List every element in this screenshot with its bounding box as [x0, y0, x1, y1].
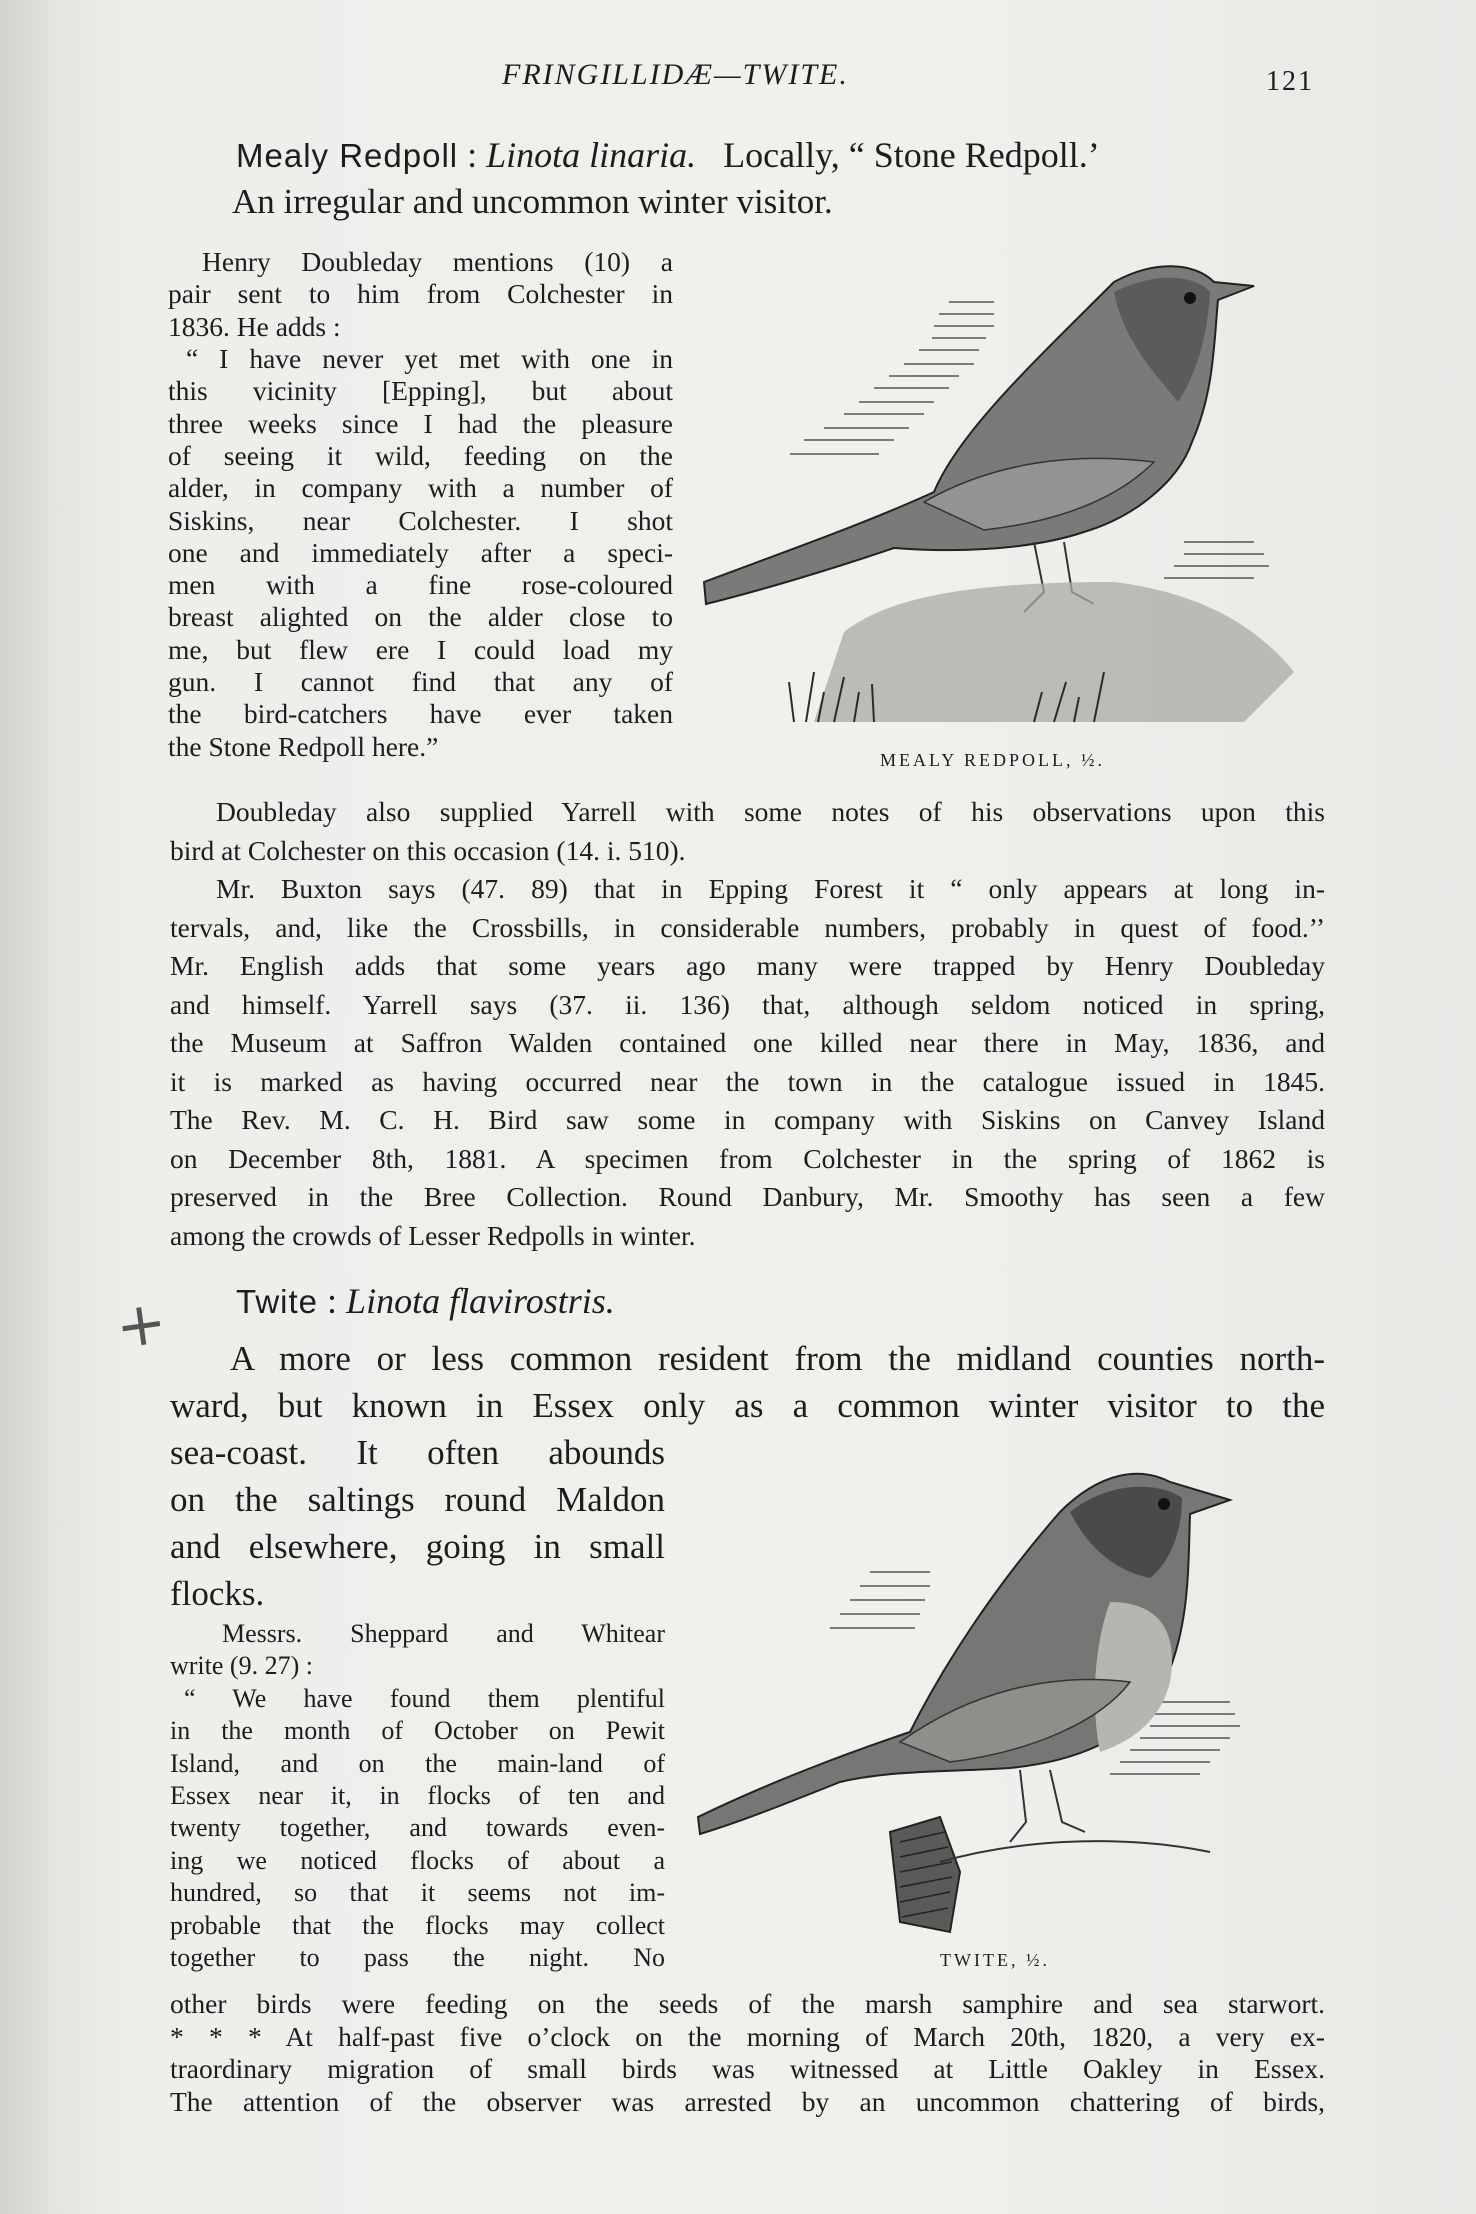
- text-line: write (9. 27) :: [170, 1651, 313, 1681]
- text-line: flocks.: [170, 1574, 265, 1613]
- text-line: breast alighted on the alder close to: [168, 601, 673, 633]
- redpoll-heading: [236, 132, 1100, 179]
- text-line: me, but flew ere I could load my: [168, 633, 673, 665]
- running-header: FRINGILLIDÆ—TWITE.: [502, 58, 849, 91]
- twite-latin-name: Linota flavirostris.: [346, 1281, 615, 1321]
- twite-full-text: [170, 1988, 1325, 2118]
- text-line: twenty together, and towards even-: [170, 1813, 665, 1843]
- text-line: of seeing it wild, feeding on the: [168, 439, 673, 471]
- twite-column-text: [170, 1618, 665, 1974]
- text-line: the Stone Redpoll here.”: [168, 730, 439, 762]
- redpoll-caption: MEALY REDPOLL, ½.: [880, 750, 1106, 770]
- redpoll-common-name: Mealy Redpoll: [236, 137, 459, 174]
- redpoll-local-name: Locally, “ Stone Redpoll.’: [723, 135, 1100, 175]
- text-line: the Museum at Saffron Walden contained one killed near there in May, 1836, and: [170, 1027, 1325, 1058]
- text-line: sea-coast. It often abounds: [170, 1433, 665, 1472]
- page-number: 121: [1266, 66, 1314, 97]
- text-line: Mr. Buxton says (47. 89) that in Epping Forest it “ only appears at long in-: [216, 873, 1325, 904]
- text-line: The attention of the observer was arrested by an uncommon chattering of birds,: [170, 2085, 1325, 2117]
- redpoll-latin-name: Linota linaria.: [486, 135, 697, 175]
- text-line: ward, but known in Essex only as a common winter visitor to the: [170, 1386, 1325, 1425]
- text-line: probable that the flocks may collect: [170, 1910, 665, 1940]
- text-line: The Rev. M. C. H. Bird saw some in company with Siskins on Canvey Island: [170, 1104, 1325, 1135]
- twite-heading: [236, 1278, 615, 1325]
- text-line: men with a fine rose-coloured: [168, 569, 673, 601]
- margin-annotation: +: [111, 1286, 171, 1364]
- text-line: * * * At half-past five o’clock on the morning of March 20th, 1820, a very ex-: [170, 2020, 1325, 2052]
- mealy-redpoll-illustration: [694, 252, 1314, 742]
- text-line: other birds were feeding on the seeds of the marsh samphire and sea starwort.: [170, 1988, 1325, 2019]
- text-line: “ We have found them plentiful: [184, 1683, 665, 1713]
- text-line: preserved in the Bree Collection. Round Danbury, Mr. Smoothy has seen a few: [170, 1181, 1325, 1212]
- text-line: gun. I cannot find that any of: [168, 666, 673, 698]
- text-line: alder, in company with a number of: [168, 472, 673, 504]
- text-line: among the crowds of Lesser Redpolls in winter.: [170, 1219, 696, 1251]
- text-line: one and immediately after a speci-: [168, 536, 673, 568]
- text-line: “ I have never yet met with one in: [186, 342, 673, 374]
- twite-separator: :: [318, 1281, 347, 1321]
- redpoll-column-text: [168, 246, 673, 763]
- text-line: Messrs. Sheppard and Whitear: [222, 1619, 665, 1648]
- text-line: 1836. He adds :: [168, 310, 341, 342]
- text-line: Siskins, near Colchester. I shot: [168, 504, 673, 536]
- text-line: Essex near it, in flocks of ten and: [170, 1780, 665, 1810]
- text-line: three weeks since I had the pleasure: [168, 407, 673, 439]
- text-line: it is marked as having occurred near the town in the catalogue issued in 1845.: [170, 1065, 1325, 1097]
- text-line: and elsewhere, going in small: [170, 1527, 665, 1566]
- text-line: the bird-catchers have ever taken: [168, 698, 673, 730]
- text-line: A more or less common resident from the midland counties north-: [230, 1339, 1325, 1378]
- text-line: tervals, and, like the Crossbills, in considerable numbers, probably in quest of food.’’: [170, 911, 1325, 943]
- redpoll-status: An irregular and uncommon winter visitor.: [232, 182, 833, 221]
- text-line: pair sent to him from Colchester in: [168, 278, 673, 310]
- text-line: Doubleday also supplied Yarrell with some notes of his observations upon this: [216, 796, 1325, 827]
- text-line: bird at Colchester on this occasion (14. i. 510).: [170, 834, 686, 866]
- redpoll-full-text: [170, 793, 1325, 1255]
- text-line: traordinary migration of small birds was witnessed at Little Oakley in Essex.: [170, 2053, 1325, 2084]
- twite-caption: TWITE, ½.: [940, 1950, 1050, 1970]
- text-line: together to pass the night. No: [170, 1942, 665, 1972]
- text-line: hundred, so that it seems not im-: [170, 1878, 665, 1908]
- text-line: Island, and on the main-land of: [170, 1748, 665, 1778]
- text-line: in the month of October on Pewit: [170, 1716, 665, 1746]
- text-line: and himself. Yarrell says (37. ii. 136) that, although seldom noticed in spring,: [170, 988, 1325, 1020]
- text-line: ing we noticed flocks of about a: [170, 1845, 665, 1875]
- twite-illustration: [690, 1452, 1320, 1942]
- text-line: on the saltings round Maldon: [170, 1480, 665, 1519]
- text-line: this vicinity [Epping], but about: [168, 375, 673, 407]
- text-line: Mr. English adds that some years ago many were trapped by Henry Doubleday: [170, 950, 1325, 981]
- text-line: on December 8th, 1881. A specimen from Colchester in the spring of 1862 is: [170, 1142, 1325, 1174]
- redpoll-separator: :: [458, 135, 487, 175]
- text-line: Henry Doubleday mentions (10) a: [202, 246, 673, 277]
- twite-common-name: Twite: [236, 1283, 319, 1320]
